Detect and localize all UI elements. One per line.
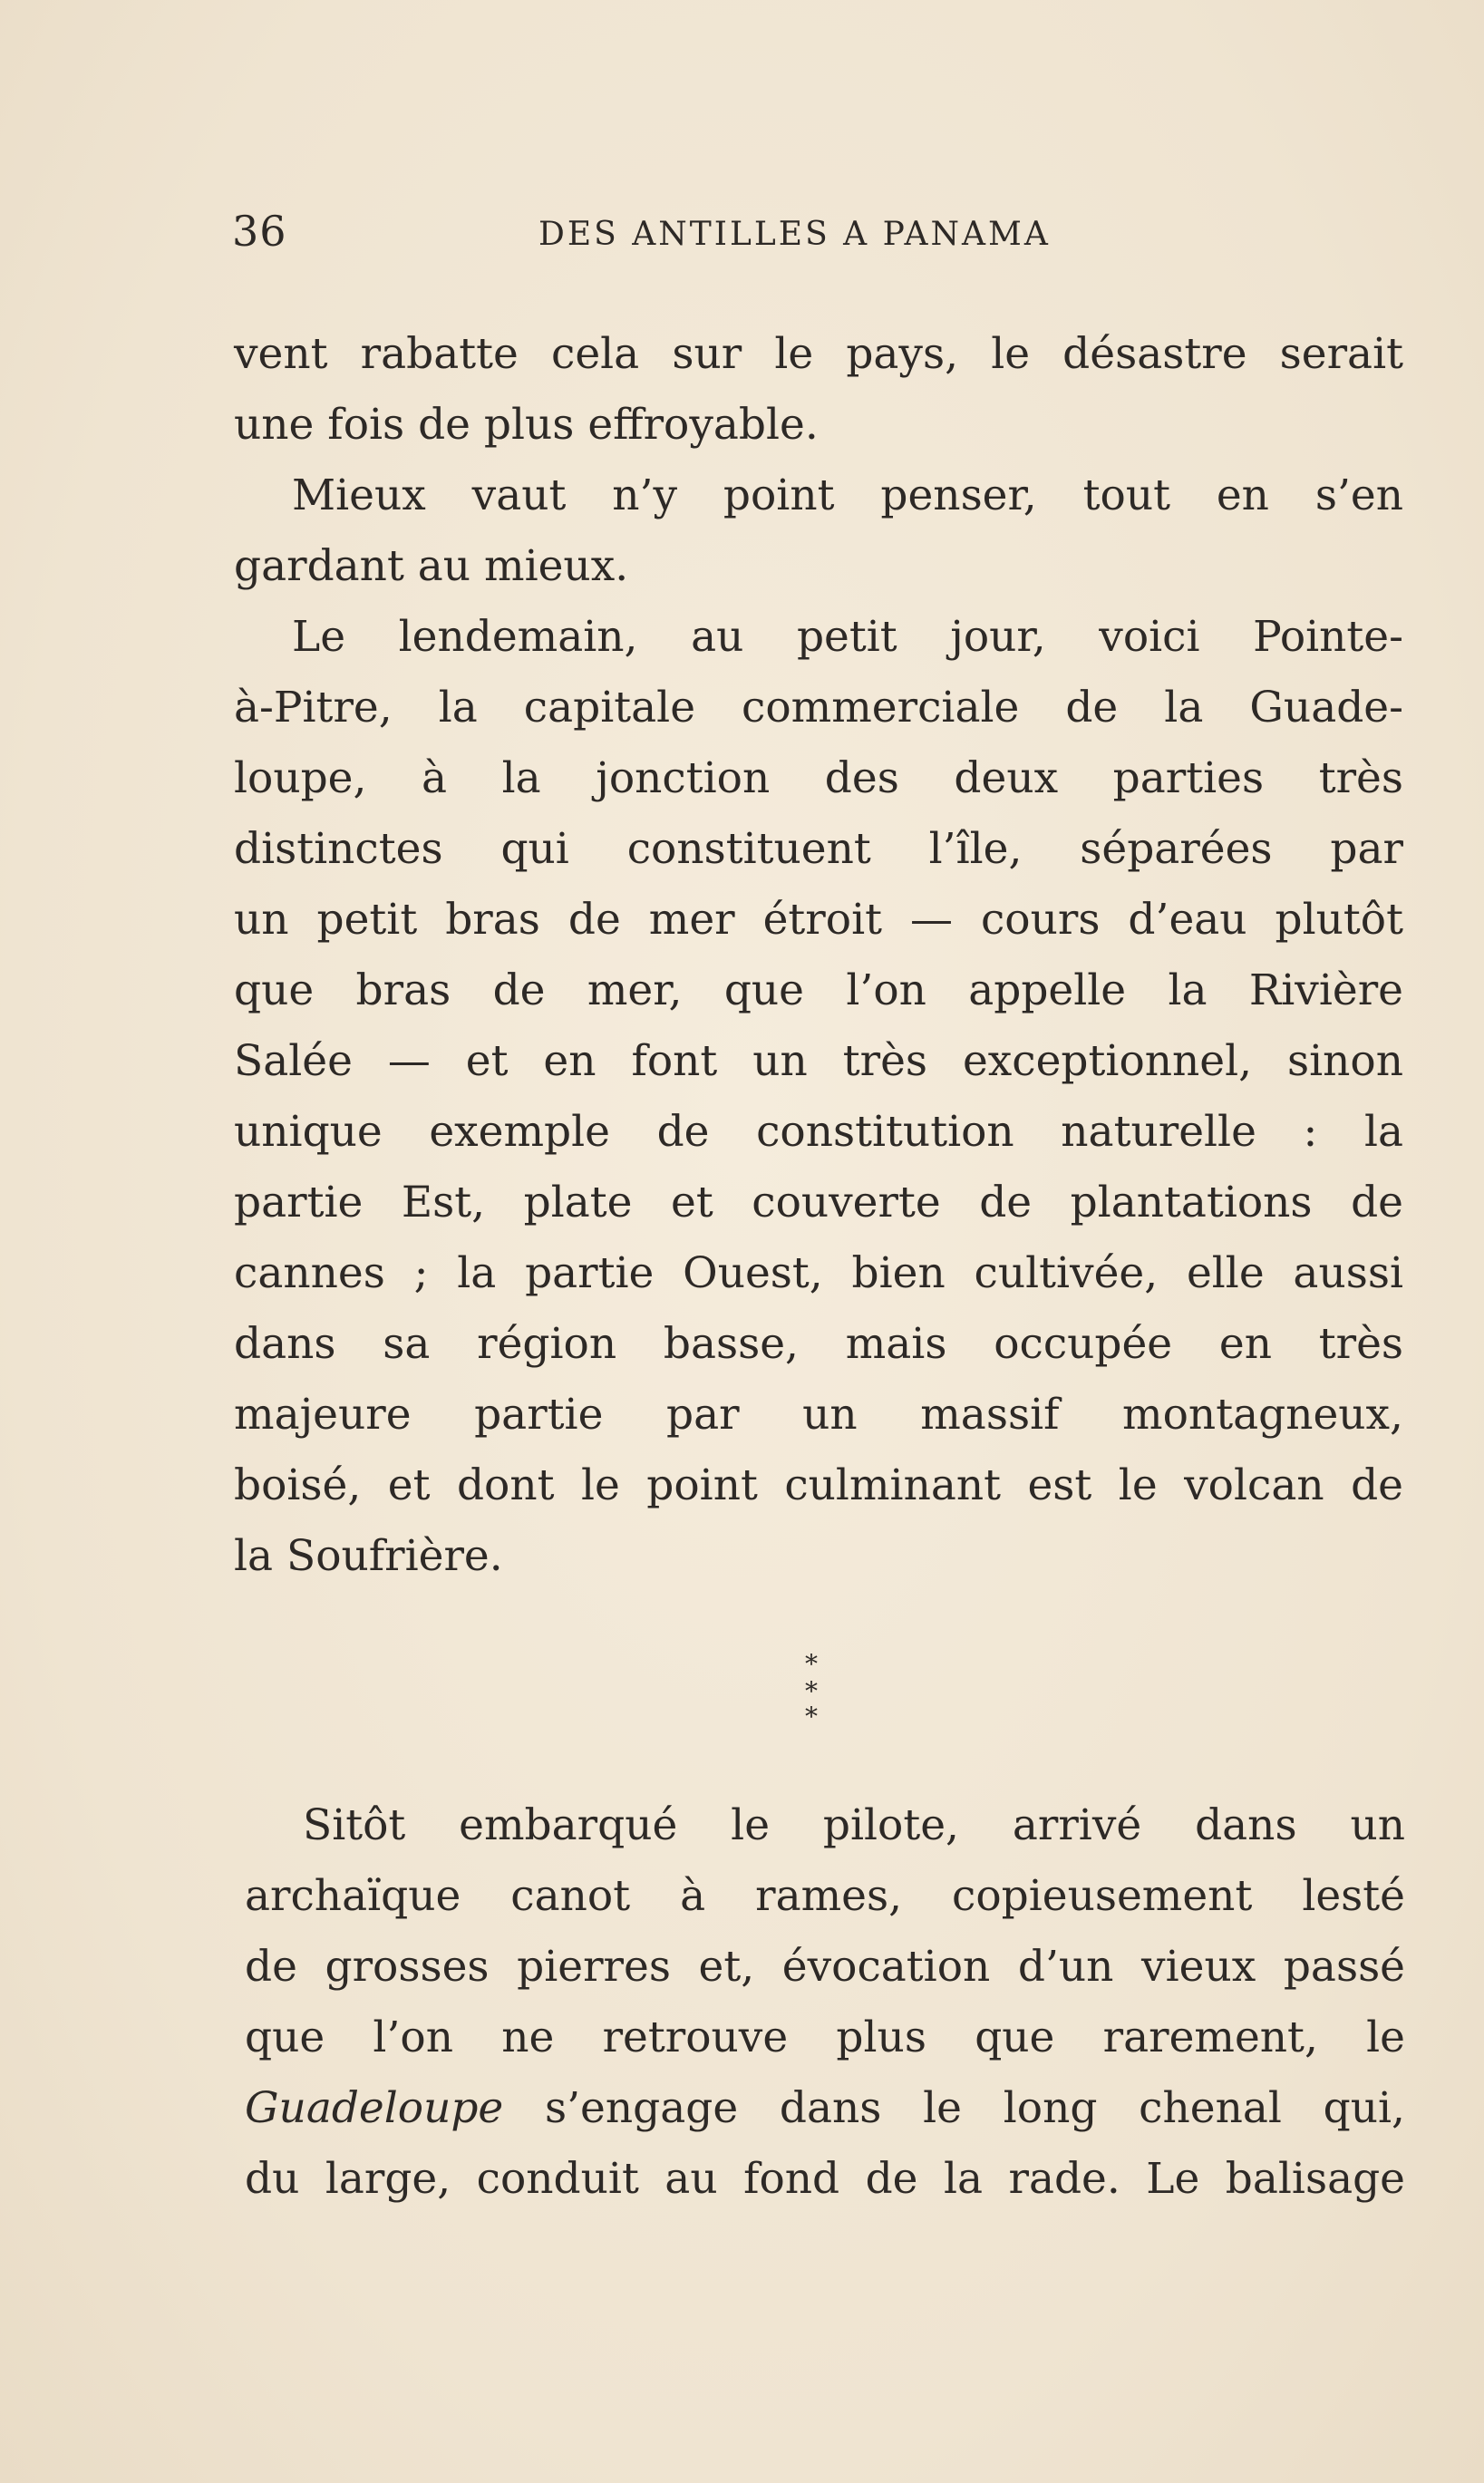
text-line-rest: s’engage dans le long chenal qui, xyxy=(503,2083,1405,2133)
page-header xyxy=(232,207,1139,261)
text-line: unique exemple de constitution naturelle : la xyxy=(234,1107,1403,1157)
text-line-with-ship-name xyxy=(245,2073,1405,2144)
text-line: la Soufrière. xyxy=(234,1531,503,1581)
text-line: du large, conduit au fond de la rade. Le balisage xyxy=(245,2154,1405,2204)
text-line: distinctes qui constituent l’île, séparées par xyxy=(234,824,1403,874)
text-line: dans sa région basse, mais occupée en très xyxy=(234,1319,1403,1369)
text-body-lower xyxy=(245,1790,1405,2215)
text-line: un petit bras de mer étroit — cours d’eau plutôt xyxy=(234,895,1403,945)
text-line: gardant au mieux. xyxy=(234,541,629,591)
text-line: majeure partie par un massif montagneux, xyxy=(234,1390,1403,1440)
ship-name: Guadeloupe xyxy=(245,2083,504,2133)
section-separator xyxy=(775,1649,848,1731)
text-line: vent rabatte cela sur le pays, le désastre serait xyxy=(234,329,1403,379)
text-line: partie Est, plate et couverte de plantations de xyxy=(234,1178,1403,1227)
text-line: à-Pitre, la capitale commerciale de la Guade- xyxy=(234,683,1403,732)
text-line: de grosses pierres et, évocation d’un vieux passé xyxy=(245,1942,1405,1992)
separator-stars-bottom: * * xyxy=(805,1676,841,1731)
text-body-upper xyxy=(234,319,1403,1592)
text-line: que bras de mer, que l’on appelle la Rivière xyxy=(234,965,1403,1015)
text-line: Sitôt embarqué le pilote, arrivé dans un xyxy=(303,1800,1405,1850)
text-line: cannes ; la partie Ouest, bien cultivée, elle aussi xyxy=(234,1248,1403,1298)
text-line: loupe, à la jonction des deux parties très xyxy=(234,753,1403,803)
running-title: DES ANTILLES A PANAMA xyxy=(538,216,1051,253)
text-line: boisé, et dont le point culminant est le volcan de xyxy=(234,1460,1403,1510)
text-line: Salée — et en font un très exceptionnel, sinon xyxy=(234,1036,1403,1086)
text-line: Le lendemain, au petit jour, voici Pointe- xyxy=(292,612,1403,662)
page-number: 36 xyxy=(232,207,287,256)
text-line: Mieux vaut n’y point penser, tout en s’en xyxy=(292,470,1403,520)
text-line: que l’on ne retrouve plus que rarement, le xyxy=(245,2013,1405,2062)
text-line: une fois de plus effroyable. xyxy=(234,400,819,450)
separator-star-top: * xyxy=(805,1649,818,1679)
text-line: archaïque canot à rames, copieusement lesté xyxy=(245,1871,1405,1921)
